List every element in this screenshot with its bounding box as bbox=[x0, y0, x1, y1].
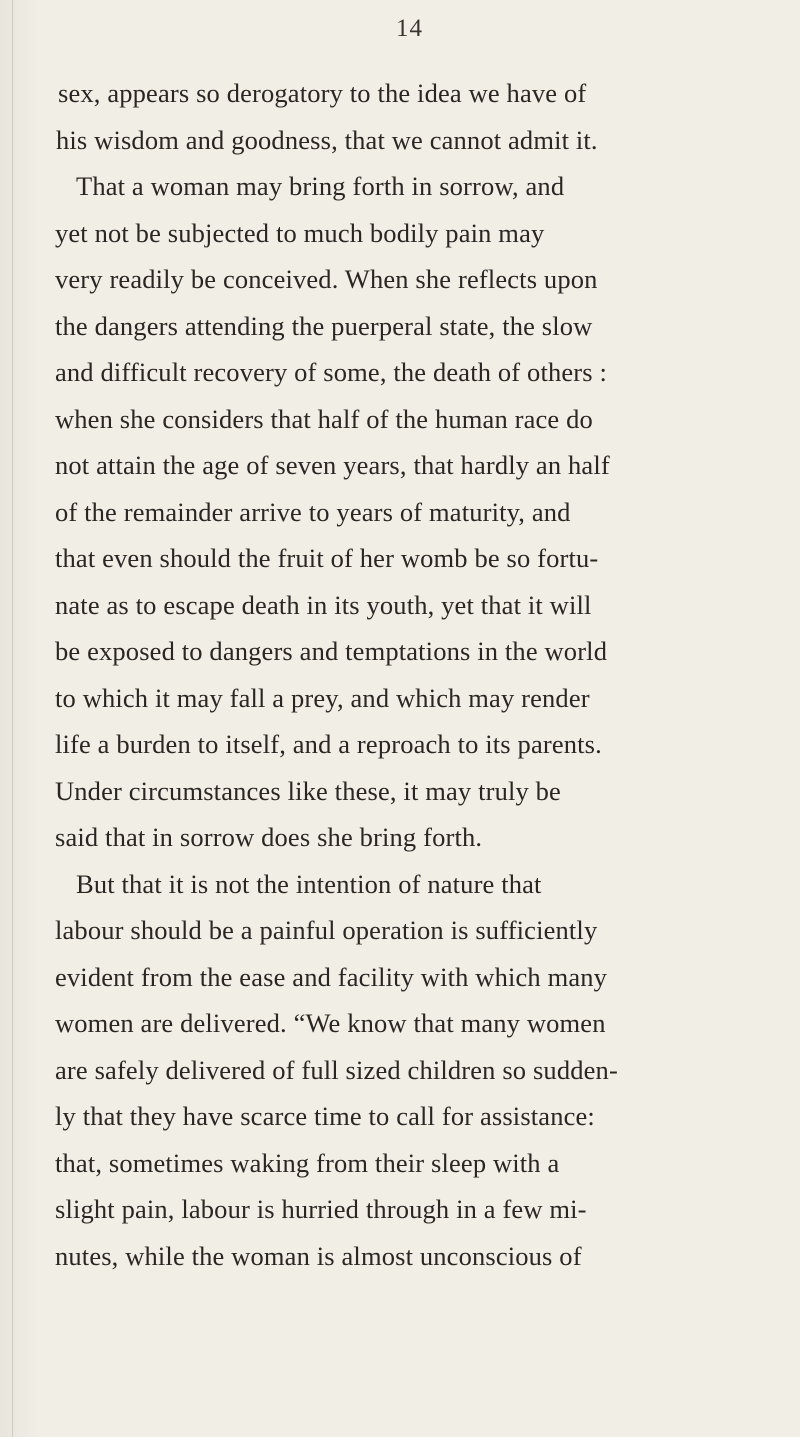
text-line: life a burden to itself, and a reproach to its parents. bbox=[55, 729, 602, 759]
text-line: that even should the fruit of her womb be so fortu- bbox=[55, 543, 599, 573]
text-line: But that it is not the intention of nature that bbox=[76, 869, 542, 899]
text-line: evident from the ease and facility with which many bbox=[55, 962, 608, 992]
text-line: when she considers that half of the human race do bbox=[55, 404, 593, 434]
text-line: sex, appears so derogatory to the idea we have of bbox=[58, 78, 587, 108]
text-line: the dangers attending the puerperal state, the slow bbox=[55, 311, 593, 341]
text-line: and difficult recovery of some, the death of others : bbox=[55, 357, 608, 387]
text-line: of the remainder arrive to years of maturity, and bbox=[55, 497, 571, 527]
text-line: Under circumstances like these, it may truly be bbox=[55, 776, 561, 806]
text-line: nutes, while the woman is almost unconscious of bbox=[55, 1241, 582, 1271]
text-line: not attain the age of seven years, that hardly an half bbox=[55, 450, 610, 480]
text-line: very readily be conceived. When she reflects upon bbox=[55, 264, 598, 294]
text-line: be exposed to dangers and temptations in the world bbox=[55, 636, 608, 666]
text-line: said that in sorrow does she bring forth. bbox=[55, 822, 483, 852]
text-line: nate as to escape death in its youth, yet that it will bbox=[55, 590, 592, 620]
text-line: to which it may fall a prey, and which may render bbox=[55, 683, 590, 713]
text-line: ly that they have scarce time to call for assistance: bbox=[55, 1101, 595, 1131]
text-line: are safely delivered of full sized children so sudden- bbox=[55, 1055, 618, 1085]
text-line: that, sometimes waking from their sleep with a bbox=[55, 1148, 560, 1178]
text-line: yet not be subjected to much bodily pain may bbox=[55, 218, 545, 248]
text-line: That a woman may bring forth in sorrow, and bbox=[76, 171, 565, 201]
text-line: slight pain, labour is hurried through in a few mi- bbox=[55, 1194, 587, 1224]
page-number: 14 bbox=[396, 15, 423, 42]
text-line: his wisdom and goodness, that we cannot admit it. bbox=[56, 125, 598, 155]
text-line: labour should be a painful operation is sufficiently bbox=[55, 915, 598, 945]
text-line: women are delivered. “We know that many women bbox=[55, 1008, 606, 1038]
